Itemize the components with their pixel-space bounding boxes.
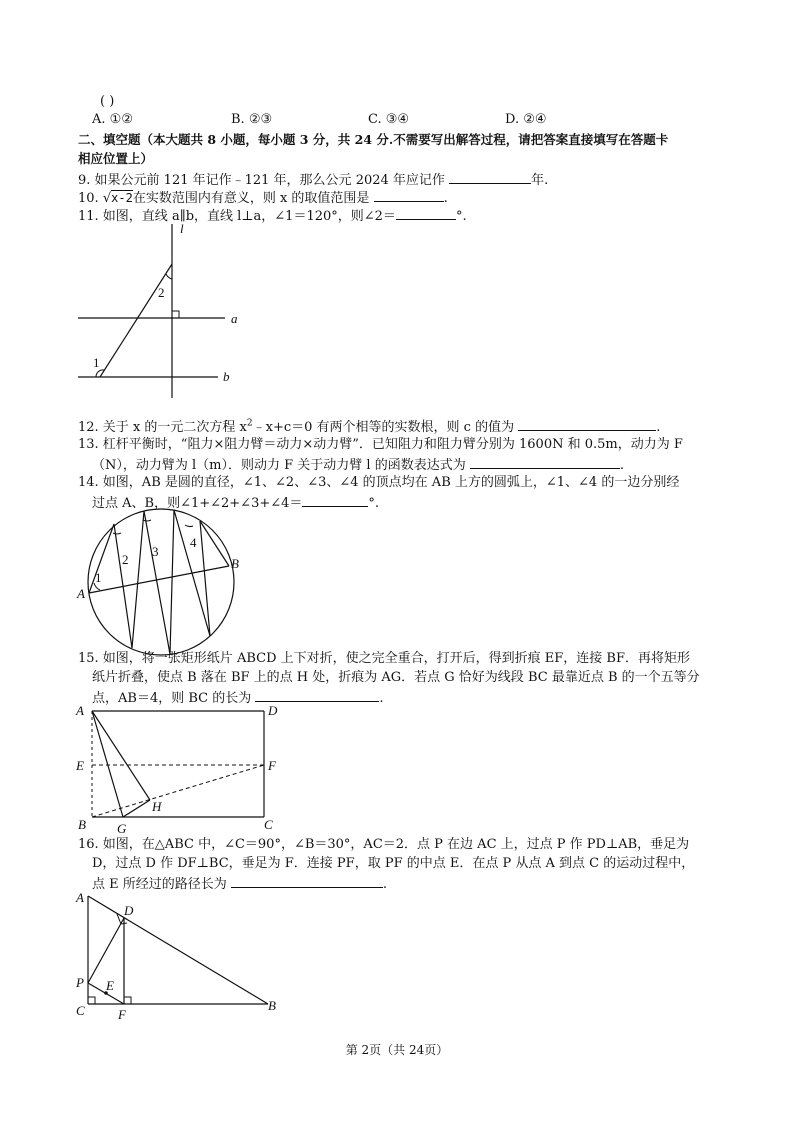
question-14-cont: 过点 A、B，则∠1+∠2+∠3+∠4＝ °. [92,496,380,511]
label-B: B [78,817,86,832]
label-C: C [264,817,273,832]
label-l: l [180,221,184,236]
label-F: F [268,758,276,773]
question-16: 16. 如图，在△ABC 中，∠C＝90°，∠B＝30°，AC＝2．点 P 在边 AC 上，过点 P 作 PD⊥AB，垂足为 [78,837,690,852]
label-3: 3 [152,544,159,559]
label-D: D [124,903,134,918]
label-P: P [76,975,84,990]
label-F: F [118,1007,126,1022]
question-14: 14. 如图，AB 是圆的直径，∠1、∠2、∠3、∠4 的顶点均在 AB 上方的圆弧上，∠1、∠4 的一边分别经 [78,475,680,490]
question-16-cont1: D，过点 D 作 DF⊥BC，垂足为 F．连接 PF，取 PF 的中点 E．在点 P 从点 A 到点 C 的运动过程中， [92,856,695,871]
option-d: D. ②④ [505,112,547,127]
page-footer: 第 2页（共 24页） [345,1043,449,1057]
question-12: 12. 关于 x 的一元二次方程 $x^2﹣x+c=0$ 有两个相等的实数根，则 c 的值为 . [78,418,661,435]
label-4: 4 [190,535,197,550]
right-angle-C [88,997,95,1004]
option-b: B. ②③ [231,112,273,127]
sqrt-symbol: √x-2 [102,191,133,206]
question-13-cont: （N），动力臂为 l（m）．则动力 F 关于动力臂 l 的函数表达式为 . [92,458,624,473]
question-16-cont2: 点 E 所经过的路径长为 . [92,877,388,892]
label-2: 2 [122,552,129,567]
label-B: B [231,556,239,571]
label-H: H [152,799,162,814]
label-angle-1: 1 [93,355,100,370]
right-angle-F [124,997,131,1004]
question-15-cont2: 点，AB＝4，则 BC 的长为 . [92,691,384,706]
section-heading-cont: 相应位置上） [78,151,154,166]
label-E: E [106,978,114,993]
side-AB [88,896,268,1004]
question-13: 13. 杠杆平衡时，“阻力×阻力臂＝动力×动力臂”．已知阻力和阻力臂分别为 1600N 和 0.5m，动力为 F [78,437,683,452]
label-A: A [77,586,85,601]
question-11: 11. 如图，直线 a∥b，直线 l⊥a，∠1＝120°，则∠2＝ °. [78,209,467,224]
question-15-cont1: 纸片折叠，使点 B 落在 BF 上的点 H 处，折痕为 AG．若点 G 恰好为线段 BC 最靠近点 B 的一个五等分 [92,670,700,685]
section-heading: 二、填空题（本大题共 8 小题，每小题 3 分，共 24 分.不需要写出解答过程，请把答案直接填写在答题卡 [78,132,669,147]
option-c: C. ③④ [368,112,410,127]
label-angle-2: 2 [158,285,165,300]
label-C: C [76,1003,85,1018]
label-A: A [76,703,84,718]
label-B: B [268,998,276,1013]
question-15: 15. 如图，将一张矩形纸片 ABCD 上下对折，使之完全重合，打开后，得到折痕 EF，连接 BF．再将矩形 [78,651,690,666]
question-9: 9. 如果公元前 121 年记作﹣121 年，那么公元 2024 年应记作 年. [78,173,549,188]
label-1: 1 [95,570,102,585]
label-b: b [223,369,230,384]
question-10: 10. √x-2在实数范围内有意义，则 x 的取值范围是 . [78,191,448,206]
label-E: E [76,758,84,773]
label-a: a [231,311,238,326]
label-G: G [117,821,127,836]
segment-PD [88,918,124,983]
answer-paren: ( ) [100,94,115,109]
label-D: D [268,703,278,718]
label-A: A [76,890,84,905]
option-a: A. ①② [92,112,133,127]
